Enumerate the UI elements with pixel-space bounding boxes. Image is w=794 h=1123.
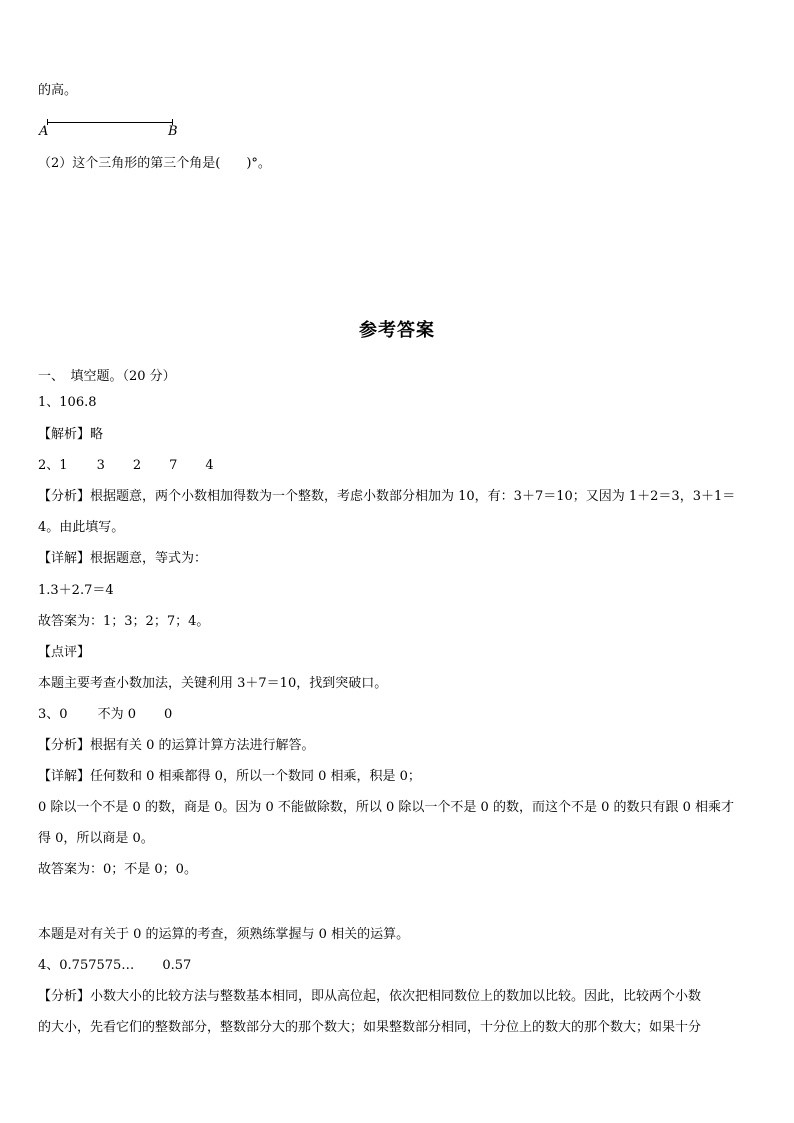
answer-1-analysis: 【解析】略 bbox=[38, 427, 104, 442]
answer-3-analysis: 【分析】根据有关 0 的运算计算方法进行解答。 bbox=[38, 738, 315, 753]
answer-1: 1、106.8 bbox=[38, 395, 97, 410]
answer-4-value: 0.757575… bbox=[59, 958, 135, 973]
answer-2-analysis-line-1: 【分析】根据题意，两个小数相加得数为一个整数，考虑小数部分相加为 10，有：3＋7＝10；又因为 1＋2＝3，3＋1＝ bbox=[38, 489, 736, 504]
answer-3-detail: 【详解】任何数和 0 相乘都得 0，所以一个数同 0 相乘，积是 0； bbox=[38, 769, 421, 784]
answer-3-value: 0 bbox=[59, 707, 68, 722]
answer-2-comment: 本题主要考查小数加法，关键利用 3＋7＝10，找到突破口。 bbox=[38, 676, 388, 691]
answer-title: 参考答案 bbox=[359, 320, 435, 341]
segment-label-b: B bbox=[168, 124, 178, 139]
question-2: （2）这个三角形的第三个角是( )°。 bbox=[38, 156, 271, 171]
answer-3-prefix: 3、 bbox=[38, 707, 60, 722]
line-segment-ab bbox=[38, 116, 188, 142]
answer-3-value: 不为 0 bbox=[97, 707, 136, 722]
answer-3-note: 本题是对有关于 0 的运算的考查，须熟练掌握与 0 相关的运算。 bbox=[38, 927, 410, 942]
question-tail: 的高。 bbox=[38, 83, 78, 98]
section-heading: 一、 填空题。（20 分） bbox=[38, 369, 176, 384]
answer-2-equation: 1.3＋2.7＝4 bbox=[38, 583, 114, 598]
answer-2-value: 1 bbox=[59, 458, 68, 473]
answer-2-value: 4 bbox=[205, 458, 214, 473]
answer-2 bbox=[38, 457, 214, 475]
answer-4-value: 0.57 bbox=[162, 958, 192, 973]
answer-4-analysis-line-1: 【分析】小数大小的比较方法与整数基本相同，即从高位起，依次把相同数位上的数加以比较。因此，比较两个小数 bbox=[38, 989, 702, 1004]
answer-4-analysis-line-2: 的大小，先看它们的整数部分，整数部分大的那个数大；如果整数部分相同，十分位上的数大的那个数大；如果十分 bbox=[38, 1020, 702, 1035]
segment-line bbox=[47, 122, 173, 123]
answer-2-final: 故答案为：1；3；2；7；4。 bbox=[38, 614, 210, 629]
answer-3-detail-line-3: 得 0，所以商是 0。 bbox=[38, 831, 154, 846]
answer-2-value: 3 bbox=[96, 458, 105, 473]
answer-4-prefix: 4、 bbox=[38, 958, 60, 973]
answer-4 bbox=[38, 957, 191, 975]
answer-2-value: 2 bbox=[132, 458, 142, 473]
answer-3 bbox=[38, 706, 172, 724]
answer-2-prefix: 2、 bbox=[38, 458, 60, 473]
answer-2-comment-label: 【点评】 bbox=[38, 645, 91, 660]
answer-3-value: 0 bbox=[163, 707, 173, 722]
segment-label-a: A bbox=[39, 124, 49, 139]
answer-2-detail: 【详解】根据题意，等式为： bbox=[38, 551, 208, 566]
answer-3-detail-line-2: 0 除以一个不是 0 的数，商是 0。因为 0 不能做除数，所以 0 除以一个不是 0 的数，而这个不是 0 的数只有跟 0 相乘才 bbox=[38, 800, 735, 815]
answer-2-value: 7 bbox=[169, 458, 178, 473]
answer-3-final: 故答案为：0；不是 0；0。 bbox=[38, 862, 197, 877]
answer-2-analysis-line-2: 4。由此填写。 bbox=[38, 520, 125, 535]
